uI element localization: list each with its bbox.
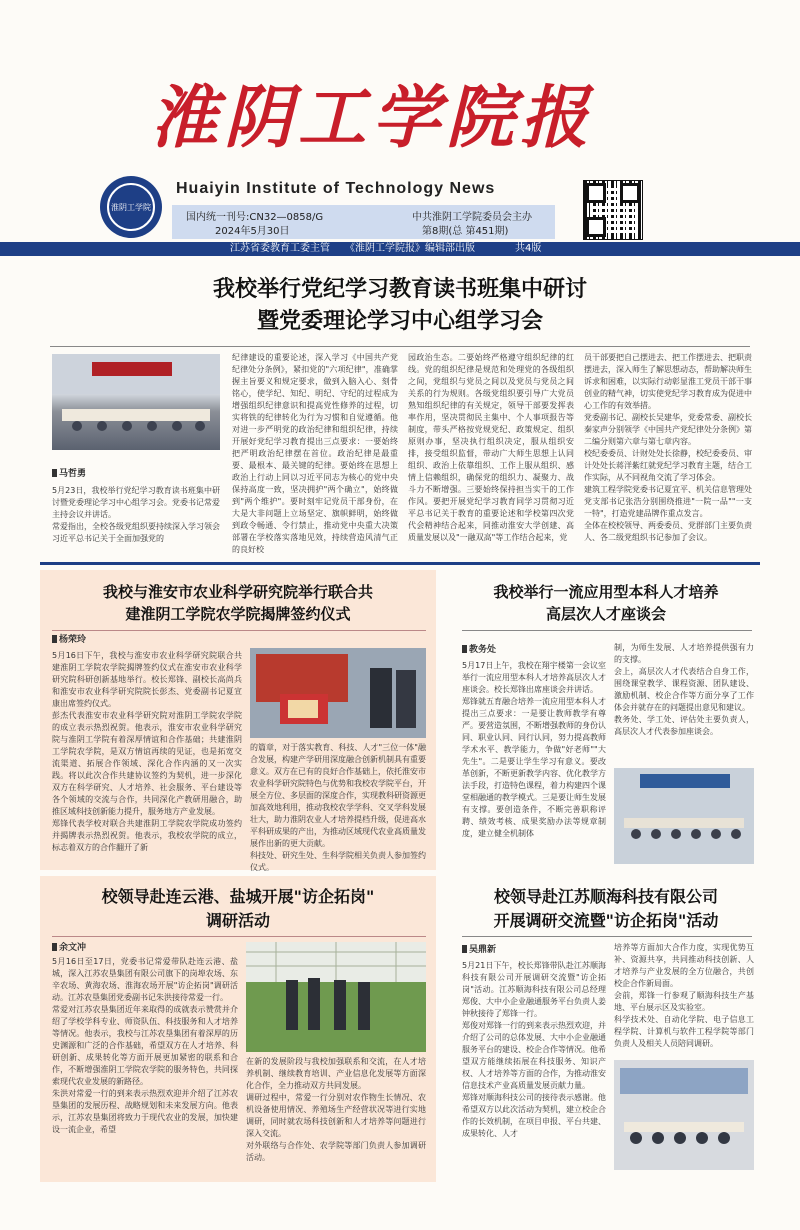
article2-photo (250, 648, 426, 738)
sponsor: 中共淮阴工学院委员会主办 (412, 212, 532, 223)
article3-title-line2: 高层次人才座谈会 (545, 605, 666, 623)
article1-col1: 5月23日，我校举行党纪学习教育读书班集中研讨暨党委理论学习中心组学习会。党委书记常爱主持会议并讲话。 常爱指出，全校各级党组织要持续深入学习领会习近平总书记关于全面加强党的 (52, 486, 220, 543)
article2-title-line2: 建淮阴工学院农学院揭牌签约仪式 (125, 605, 351, 623)
issn-number: 国内统一刊号:CN32—0858/G (186, 212, 324, 223)
article1-col3: 园政治生态。二要始终严格遵守组织纪律的红线。党的组织纪律是规范和处理党的各级组织之间，党组织与党员之间以及党员与党员之间关系的行为规则。各级党组织要引导广大党员熟知组织纪律的有关规定，领导干部要发挥表率作用，坚决贯彻民主集中、个人事项报告等制度，带头严格按党规党纪、政策规定、组织原则办事，坚决执行组织决定，服从组织安排，接受组织监督，带动广大师生思想上认同组织、政治上依靠组织、工作上服从组织、感情上信赖组织，确保党的组织力、凝聚力、战斗力不断增强。三要始终保持担当实干的工作作风。要把开展党纪学习教育同学习贯彻习近平总书记关于教育的重要论述和学校第四次党代会精神结合起来，同推动淮安大学创建、高质量发展以及"一融双高"等工作结合起来，党 (408, 353, 574, 542)
article2-col2: 的篇章，对于落实教育、科技、人才"三位一体"融合发展，构建产学研用深度融合创新机制具有重要意义。双方在已有的良好合作基础上，依托淮安市农业科学研究院特色与优势和我校农学院平台，开展全方位、多层面的深度合作，实现教科研资源更加高效地利用，推动我校农学学科、交叉学科发展壮大，助力淮阴农业人才培养提档升级，促进高水平科研成果的产出，为推动区域现代农业高质量发展作出新的更大贡献。 科技处、研究生处、生科学院相关负责人参加签约仪式。 (250, 743, 426, 872)
article1-title-line2: 暨党委理论学习中心组学习会 (256, 309, 543, 334)
qr-code (583, 180, 643, 240)
article3-col1: 5月17日上午，我校在翔宇楼第一会议室举行一流应用型本科人才培养高层次人才座谈会。校长郑锋出席座谈会并讲话。 郑锋就五育融合培养一流应用型本科人才提出三点要求：一是要让教师教学有尊严。要营造氛围，不断增强教师的身份认同、职业认同、同行认同，努力提高教师学术水平、教学能力，争做"好老师""大先生"。二是要让学生学习有意义。要改革创新，不断更新教学内容、优化教学方法手段，打造特色课程，着力构建四个课堂相融通的教学模式。三是要让师生发展有支撑。要创造条件，不断完善职称评聘、绩效考核、成果奖励办法等规章制度，建立健全机制体 (462, 661, 606, 838)
article4-photo (246, 942, 426, 1052)
article1-author: 马哲勇 (52, 466, 86, 479)
article4-author: 余文冲 (52, 940, 86, 953)
article5-photo (614, 1060, 754, 1170)
article1-title-line1: 我校举行党纪学习教育读书班集中研讨 (212, 277, 587, 302)
divider (462, 936, 752, 937)
school-logo (100, 176, 162, 238)
article2-title-line1: 我校与淮安市农业科学研究院举行联合共 (102, 583, 373, 601)
masthead-subtitle: Huaiyin Institute of Technology News (176, 180, 496, 197)
masthead-banner-text: 江苏省委教育工委主管 《淮阴工学院报》编辑部出版 共4版 (230, 243, 542, 254)
article4-title-line2: 调研活动 (205, 911, 270, 930)
article4-col2: 在新的发展阶段与我校加强联系和交流，在人才培养机制、继续教育培训、产业信息化发展等方面深化合作，全力推动双方共同发展。 调研过程中，常爱一行分别对农作物生长情况、农机设备使用情况、养殖场生产经营状况等进行实地调研，同时就农场科技创新和人才培养等问题进行深入交流。 对外联络与合作处、农学院等部门负责人参加调研活动。 (246, 1057, 426, 1162)
article1-col4: 员干部要把自己摆进去、把工作摆进去、把职责摆进去，深入师生了解思想动态，帮助解决师生诉求和困难，以实际行动彰显淮工党员干部干事创业的精气神，切实使党纪学习教育成为促进中心工作的有效举措。 党委副书记、副校长吴建华，党委常委、副校长秦家声分别领学《中国共产党纪律处分条例》第二编分则第六章与第七章内容。 校纪委委员、计财处处长徐静，校纪委委员、审计处处长蒋洋紫红就党纪学习教育主题，结合工作实际，从不同视角交流了学习体会。 建筑工程学院党委书记夏宜平、机关信息管理处党支部书记张浩分别围绕推进"一院一品""一支一特"，打造党建品牌作重点发言。 全体在校校领导、两委委员、党群部门主要负责人、各二级党组织书记参加了会议。 (584, 353, 752, 542)
article2-author: 杨荣玲 (52, 632, 86, 645)
article5-author: 吴鼎新 (462, 942, 496, 955)
article3-photo (614, 768, 754, 864)
article1-photo (52, 354, 220, 450)
article5-title-line2: 开展调研交流暨"访企拓岗"活动 (493, 911, 719, 930)
article4-title-line1: 校领导赴连云港、盐城开展"访企拓岗" (101, 887, 375, 906)
logo-text: 淮阴工学院 (107, 183, 155, 231)
article5-title-line1: 校领导赴江苏顺海科技有限公司 (493, 887, 718, 906)
divider (50, 346, 750, 347)
issue-date: 2024年5月30日 (215, 226, 290, 237)
article2-col1: 5月16日下午，我校与淮安市农业科学研究院联合共建淮阴工学院农学院揭牌签约仪式在淮安市农业科学研究院科研创新基地举行。校长郑锋、副校长高尚兵和淮安市农业科学研究院院长彭杰、党委副书记夏宣康出席签约仪式。 彭杰代表淮安市农业科学研究院对淮阴工学院农学院的成立表示热烈祝贺。他表示，淮安市农业科学研究院与淮阴工学院有着深厚情谊和合作基础；共建淮阴工学院农学院，是双方情谊再续的见证，也是拓宽交流渠道、拓展合作领域、深化合作内涵的又一次实践。将以此次合作共建协议签约为契机，进一步深化双方在科学研究、人才培养、社会服务、平台建设等各个领域的交流与合作，共同深化产教研用融合，助推区域科技创新能力提升，服务地方产业发展。 郑锋代表学校对联合共建淮阴工学院农学院成功签约并揭牌表示热烈祝贺。他表示，我校农学院的成立，标志着双方的合作翻开了新 (52, 651, 242, 852)
article3-col2: 制，为师生发展、人才培养提供强有力的支撑。 会上，高层次人才代表结合自身工作，围绕课堂教学、课程资源、团队建设、激励机制、校企合作等方面分享了工作体会并就存在的问题提出意见和建议。 教务处、学工处、评估处主要负责人，高层次人才代表参加座谈会。 (614, 643, 754, 736)
divider (52, 936, 426, 937)
divider (462, 630, 752, 631)
masthead-title: 淮阴工学院报 (150, 78, 595, 158)
divider (52, 630, 426, 631)
article5-col1: 5月21日下午，校长郑锋带队赴江苏顺海科技有限公司开展调研交流暨"访企拓岗"活动。江苏顺海科技有限公司总经理郑俊、大中小企业融通服务平台负责人姜钟秋接待了郑锋一行。 郑俊对郑锋一行的到来表示热烈欢迎，并介绍了公司的总体发展、大中小企业融通服务平台的建设、校企合作等情况。他希望双方能继续拓展在科技服务、知识产权、人才培养等方面的合作，为推动淮安信息技术产业高质量发展贡献力量。 郑锋对顺海科技公司的接待表示感谢。他希望双方以此次活动为契机，建立校企合作的长效机制，在项目申报、平台共建、成果转化、人才 (462, 961, 606, 1138)
article4-col1: 5月16日至17日，党委书记常爱带队赴连云港、盐城，深入江苏农垦集团有限公司旗下的岗埠农场、东辛农场、黄海农场、淮海农场开展"访企拓岗"调研活动。江苏农垦集团党委副书记朱洪接待常爱一行。 常爱对江苏农垦集团近年来取得的成就表示赞赏并介绍了学校学科专业、师资队伍、科技服务和人才培养等情况。他表示，我校与江苏农垦集团有着深厚的历史渊源和广泛的合作基础，希望双方在人才培养、科研创新、成果转化等方面开展更加紧密的联系和合作，不断增强淮阴工学院农学院的服务特色，共同探索现代农业发展的新路径。 朱洪对常爱一行的到来表示热烈欢迎并介绍了江苏农垦集团的发展历程、战略规划和未来发展方向。他表示，江苏农垦集团将致力于现代农业的发展，加快建设一流企业，希望 (52, 957, 238, 1134)
article5-col2: 培养等方面加大合作力度，实现优势互补、资源共享，共同推动科技创新、人才培养与产业发展的全方位融合，共创校企合作新局面。 会前，郑锋一行参观了顺海科技生产基地、平台展示区及实验室。 科学技术处、自动化学院、电子信息工程学院、计算机与软件工程学院等部门负责人及相关人员陪同调研。 (614, 943, 754, 1048)
section-divider (40, 562, 760, 565)
article1-col2: 纪律建设的重要论述，深入学习《中国共产党纪律处分条例》，紧扣党的"六项纪律"，准确掌握主旨要义和规定要求，做到入脑入心、刻骨铭心，使学纪、知纪、明纪、守纪的过程成为增强组织纪律意识和提高党性修养的过程，切实将铁的纪律转化为行为习惯和自觉遵循。他对进一步严明党的政治纪律和组织纪律，持续开展好党纪学习教育提出三点要求：一要始终把严明政治纪律摆在首位。政治纪律是最重要、最根本、最关键的纪律。要始终在思想上政治上行动上同以习近平同志为核心的党中央保持高度一致，坚决拥护"两个确立"，始终做到"两个维护"。要时刻牢记党员干部身份，在大是大非问题上立场坚定、旗帜鲜明，始终做到政令畅通、令行禁止，推动党中央重大决策部署在学校落实落地见效，持续营造风清气正的良好校 (232, 353, 398, 554)
issue-number: 第8期(总 第451期) (422, 226, 509, 237)
article3-title-line1: 我校举行一流应用型本科人才培养 (493, 583, 719, 601)
article3-author: 教务处 (462, 642, 496, 655)
